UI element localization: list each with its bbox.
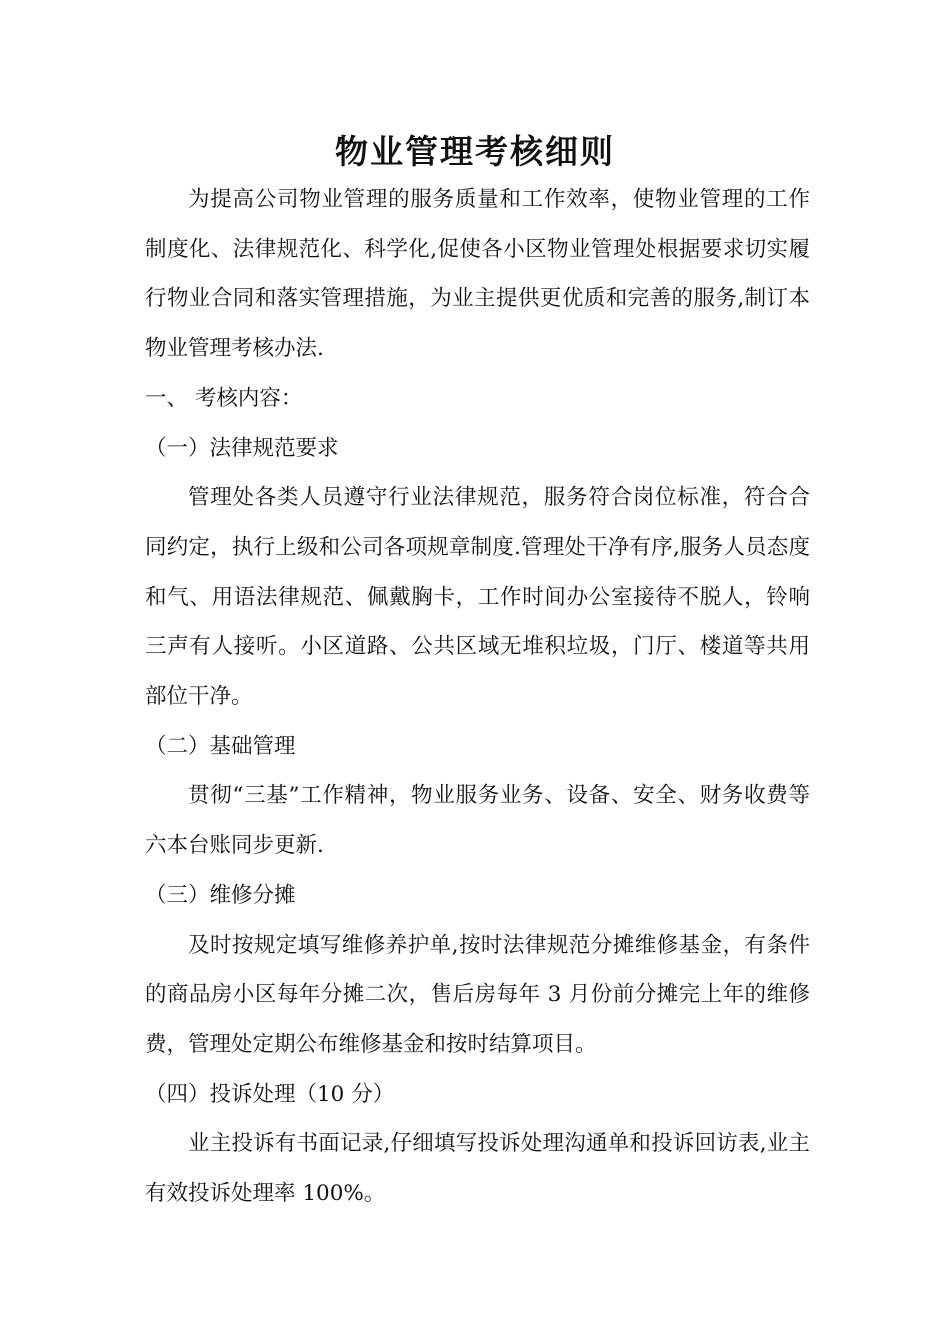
document-title: 物业管理考核细则: [335, 132, 615, 171]
section-heading-assessment-content: 一、 考核内容：: [145, 385, 303, 411]
subsection-body-basic-management: 贯彻“三基”工作精神，物业服务业务、设备、安全、财务收费等六本台账同步更新.: [145, 783, 810, 859]
intro-paragraph: 为提高公司物业管理的服务质量和工作效率，使物业管理的工作制度化、法律规范化、科学化,促使各小区物业管理处根据要求切实履行物业合同和落实管理措施，为业主提供更优质和完善的服务,制订本物业管理考核办法.: [145, 187, 810, 362]
subsection-heading-legal-standards: （一）法律规范要求: [145, 435, 339, 461]
subsection-heading-complaint-handling: （四）投诉处理（10 分）: [145, 1081, 395, 1107]
subsection-body-complaint-handling: 业主投诉有书面记录,仔细填写投诉处理沟通单和投诉回访表,业主有效投诉处理率 100%。: [145, 1131, 810, 1207]
subsection-body-maintenance-allocation: 及时按规定填写维修养护单,按时法律规范分摊维修基金，有条件的商品房小区每年分摊二次，售后房每年 3 月份前分摊完上年的维修费，管理处定期公布维修基金和按时结算项目。: [145, 932, 810, 1057]
subsection-heading-basic-management: （二）基础管理: [145, 733, 296, 759]
document-body: [145, 175, 810, 1219]
subsection-body-legal-standards: 管理处各类人员遵守行业法律规范，服务符合岗位标准，符合合同约定，执行上级和公司各项规章制度.管理处干净有序,服务人员态度和气、用语法律规范、佩戴胸卡，工作时间办公室接待不脱人，铃响三声有人接听。小区道路、公共区域无堆积垃圾，门厅、楼道等共用部位干净。: [145, 485, 810, 710]
subsection-heading-maintenance-allocation: （三）维修分摊: [145, 882, 296, 908]
